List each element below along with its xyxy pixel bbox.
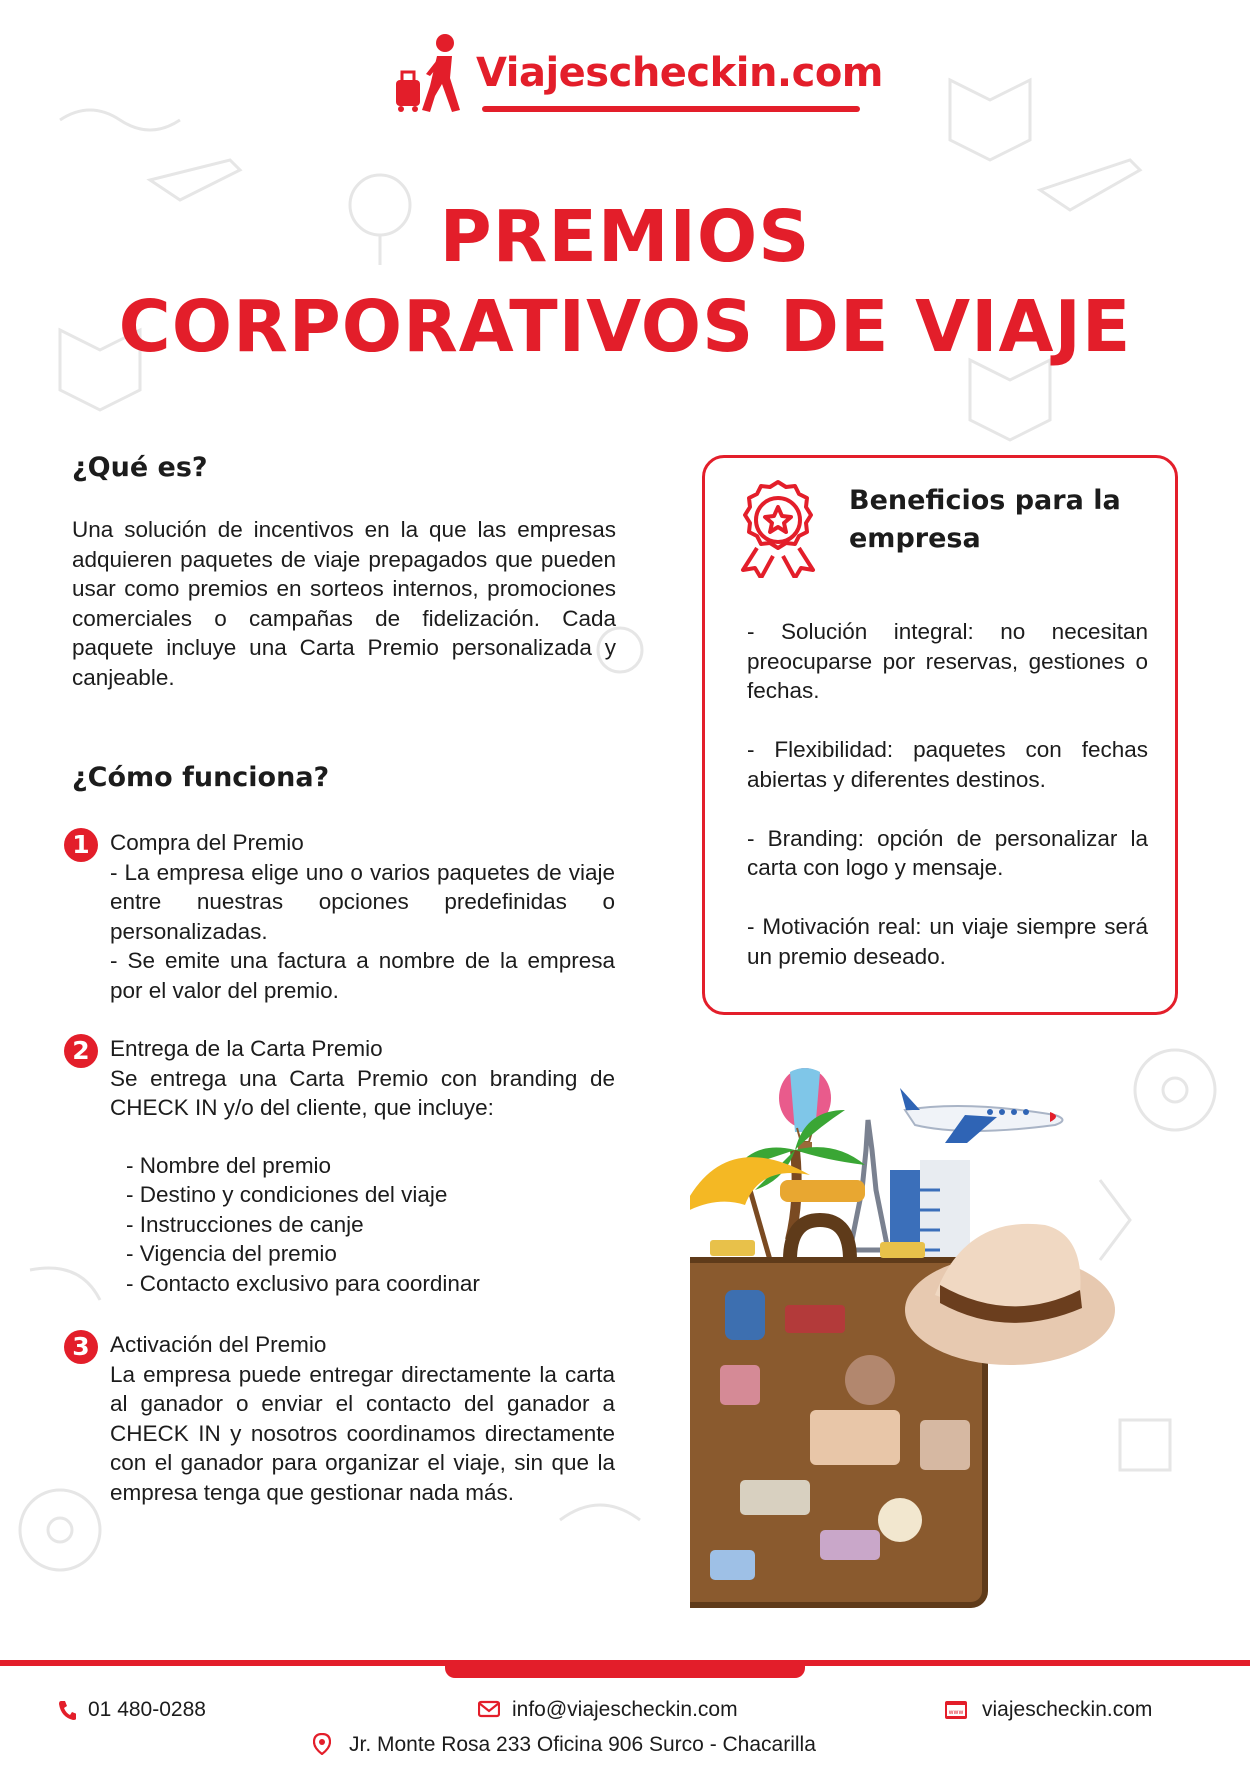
page-title bbox=[0, 192, 1250, 372]
list-item: - Destino y condiciones del viaje bbox=[126, 1182, 448, 1207]
benefits-heading: Beneficios para la empresa bbox=[849, 485, 1121, 554]
step-2-title: Entrega de la Carta Premio bbox=[110, 1036, 383, 1061]
footer-tab bbox=[445, 1660, 805, 1678]
step-2-line-1: Se entrega una Carta Premio con branding de CHECK IN y/o del cliente, que incluye: bbox=[110, 1065, 615, 1120]
title-line-2: CORPORATIVOS DE VIAJE bbox=[118, 285, 1132, 368]
list-item: - Instrucciones de canje bbox=[126, 1211, 364, 1237]
benefits-card bbox=[702, 455, 1178, 1015]
step-1-title: Compra del Premio bbox=[110, 830, 304, 855]
que-es-heading: ¿Qué es? bbox=[72, 452, 208, 483]
list-item: - Nombre del premio bbox=[126, 1152, 332, 1178]
footer-address-text: Jr. Monte Rosa 233 Oficina 906 Surco - Chacarilla bbox=[349, 1733, 816, 1756]
step-1-badge: 1 bbox=[64, 828, 98, 862]
list-item: - Motivación real: un viaje siempre será un premio deseado. bbox=[747, 914, 1148, 969]
phone-icon bbox=[58, 1700, 76, 1720]
step-3-title: Activación del Premio bbox=[110, 1332, 327, 1357]
step-1-line-1: - La empresa elige uno o varios paquetes de viaje entre nuestras opciones predefinidas o personalizadas. bbox=[110, 859, 615, 944]
step-3-line-1: La empresa puede entregar directamente la carta al ganador o enviar el contacto del ganador a CHECK IN y nosotros coordinamos directamente con el ganador para organizar el viaje, sin que la empresa tenga que gestionar nada más. bbox=[110, 1361, 615, 1505]
web-icon bbox=[944, 1700, 968, 1720]
mail-icon bbox=[478, 1700, 500, 1718]
step-2 bbox=[110, 1034, 615, 1298]
brand-name: Viajescheckin.com bbox=[476, 50, 883, 96]
footer-website-text: viajescheckin.com bbox=[982, 1698, 1153, 1721]
airplane-icon bbox=[900, 1088, 1063, 1143]
step-1-line-2: - Se emite una factura a nombre de la empresa por el valor del premio. bbox=[110, 948, 615, 1003]
footer-phone[interactable] bbox=[58, 1698, 258, 1728]
footer-email-text: info@viajescheckin.com bbox=[512, 1698, 738, 1721]
list-item: - Flexibilidad: paquetes con fechas abiertas y diferentes destinos. bbox=[747, 737, 1148, 792]
award-ribbon-icon bbox=[735, 478, 821, 578]
list-item: - Solución integral: no necesitan preocuparse por reservas, gestiones o fechas. bbox=[747, 619, 1148, 703]
step-3 bbox=[110, 1330, 615, 1507]
benefits-list bbox=[747, 617, 1148, 1001]
location-pin-icon bbox=[313, 1733, 331, 1755]
list-item: - Branding: opción de personalizar la carta con logo y mensaje. bbox=[747, 825, 1148, 880]
step-1 bbox=[110, 828, 615, 1005]
step-2-bullet-list bbox=[126, 1151, 615, 1299]
que-es-body: Una solución de incentivos en la que las empresas adquieren paquetes de viaje prepagados que pueden usar como premios en sorteos internos, promociones comerciales o campañas de fidelización. Cada paquete incluye una Carta Premio personalizada y canjeable. bbox=[72, 517, 616, 690]
footer-phone-text: 01 480-0288 bbox=[88, 1698, 206, 1721]
brand-logo[interactable] bbox=[390, 32, 883, 114]
footer-website[interactable] bbox=[944, 1698, 1214, 1728]
como-funciona-heading: ¿Cómo funciona? bbox=[72, 762, 330, 793]
travel-suitcase-illustration bbox=[690, 1060, 1210, 1620]
step-3-badge: 3 bbox=[64, 1330, 98, 1364]
svg-text:www: www bbox=[948, 1709, 964, 1716]
title-line-1: PREMIOS bbox=[439, 195, 811, 278]
brand-underline bbox=[482, 106, 860, 112]
step-2-badge: 2 bbox=[64, 1034, 98, 1068]
footer-email[interactable] bbox=[478, 1698, 798, 1728]
traveler-luggage-icon bbox=[390, 32, 474, 114]
list-item: - Contacto exclusivo para coordinar bbox=[126, 1270, 480, 1296]
footer-address[interactable] bbox=[313, 1731, 913, 1761]
list-item: - Vigencia del premio bbox=[126, 1241, 337, 1266]
